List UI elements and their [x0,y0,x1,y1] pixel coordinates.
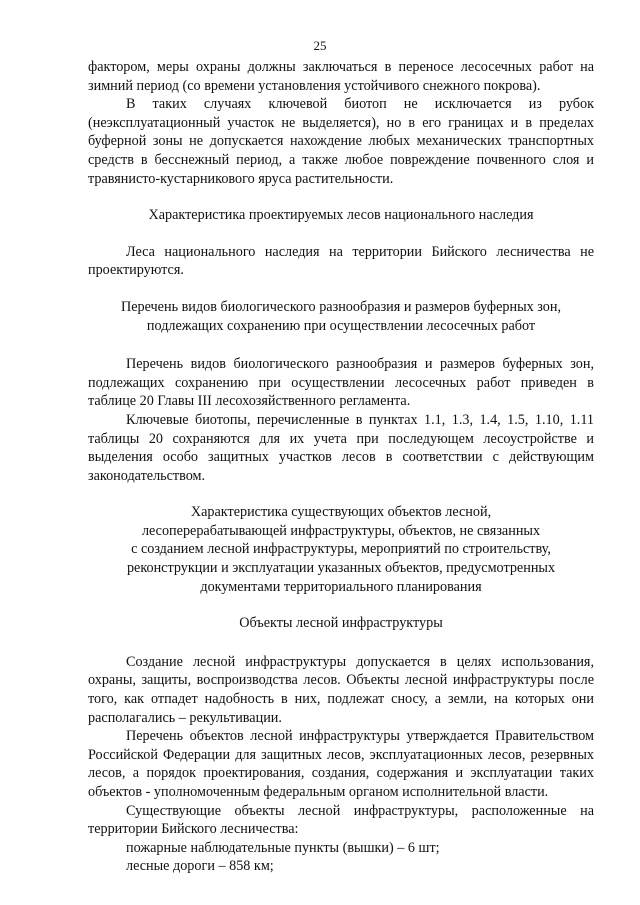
heading-biodiversity [88,298,594,335]
heading-biodiversity-line: Перечень видов биологического разнообразия и размеров буферных зон, [120,298,562,315]
paragraph-continuation: фактором, меры охраны должны заключаться в переносе лесосечных работ на зимний период (со времени установления устойчивого снежного покрова). [88,59,594,94]
heading-heritage-forests: Характеристика проектируемых лесов национального наследия [148,207,534,224]
paragraph-existing-objects: Существующие объекты лесной инфраструктуры, расположенные на территории Бийского лесничества: [88,802,594,838]
paragraph-key-biotope: В таких случаях ключевой биотоп не исключается из рубок (неэксплуатационный участок не выделяется), но в его границах и в пределах буферной зоны не допускается нахождение любых механических транспортных средств в бесснежный период, а также любое повреждение почвенного слоя и травянисто-кустарникового яруса растительности. [88,96,594,187]
list-item: пожарные наблюдательные пункты (вышки) – 6 шт; [126,839,440,856]
heading-infrastructure-line: Характеристика существующих объектов лесной, [190,504,492,521]
page-number: 25 [313,38,327,53]
paragraph-key-biotopes: Ключевые биотопы, перечисленные в пунктах 1.1, 1.3, 1.4, 1.5, 1.10, 1.11 таблицы 20 сохраняются для их учета при последующем лесоустройстве и выделения особо защитных участков лесов в соответствии с действующим законодательством. [88,411,594,484]
heading-forest-infrastructure: Объекты лесной инфраструктуры [239,615,443,632]
heading-infrastructure-line: лесоперерабатывающей инфраструктуры, объектов, не связанных [141,522,541,539]
list-item: лесные дороги – 858 км; [126,858,274,875]
paragraph-infrastructure-approval: Перечень объектов лесной инфраструктуры утверждается Правительством Российской Федерации для защитных лесов, эксплуатационных лесов, резервных лесов, а порядок проектирования, создания, содержания и эксплуатации таких объектов - уполномоченным федеральным органом исполнительной власти. [88,728,594,800]
heading-infrastructure-line: с созданием лесной инфраструктуры, мероприятий по строительству, [131,541,551,558]
page-content [88,58,594,876]
paragraph-heritage-forests: Леса национального наследия на территории Бийского лесничества не проектируются. [88,243,594,279]
heading-infrastructure-line: реконструкции и эксплуатации указанных объектов, предусмотренных [126,560,556,577]
paragraph-infrastructure-creation: Создание лесной инфраструктуры допускается в целях использования, охраны, защиты, воспроизводства лесов. Объекты лесной инфраструктуры после того, как отпадет надобность в них, подлежат сносу, а земли, на которых они располагались – рекультивации. [88,653,594,726]
heading-infrastructure-characteristics [88,503,594,596]
heading-biodiversity-line: подлежащих сохранению при осуществлении лесосечных работ [146,317,536,334]
paragraph-biodiversity-list: Перечень видов биологического разнообразия и размеров буферных зон, подлежащих сохранению при осуществлении лесосечных работ приведен в таблице 20 Главы III лесохозяйственного регламента. [88,356,594,410]
heading-infrastructure-line: документами территориального планирования [200,578,482,595]
